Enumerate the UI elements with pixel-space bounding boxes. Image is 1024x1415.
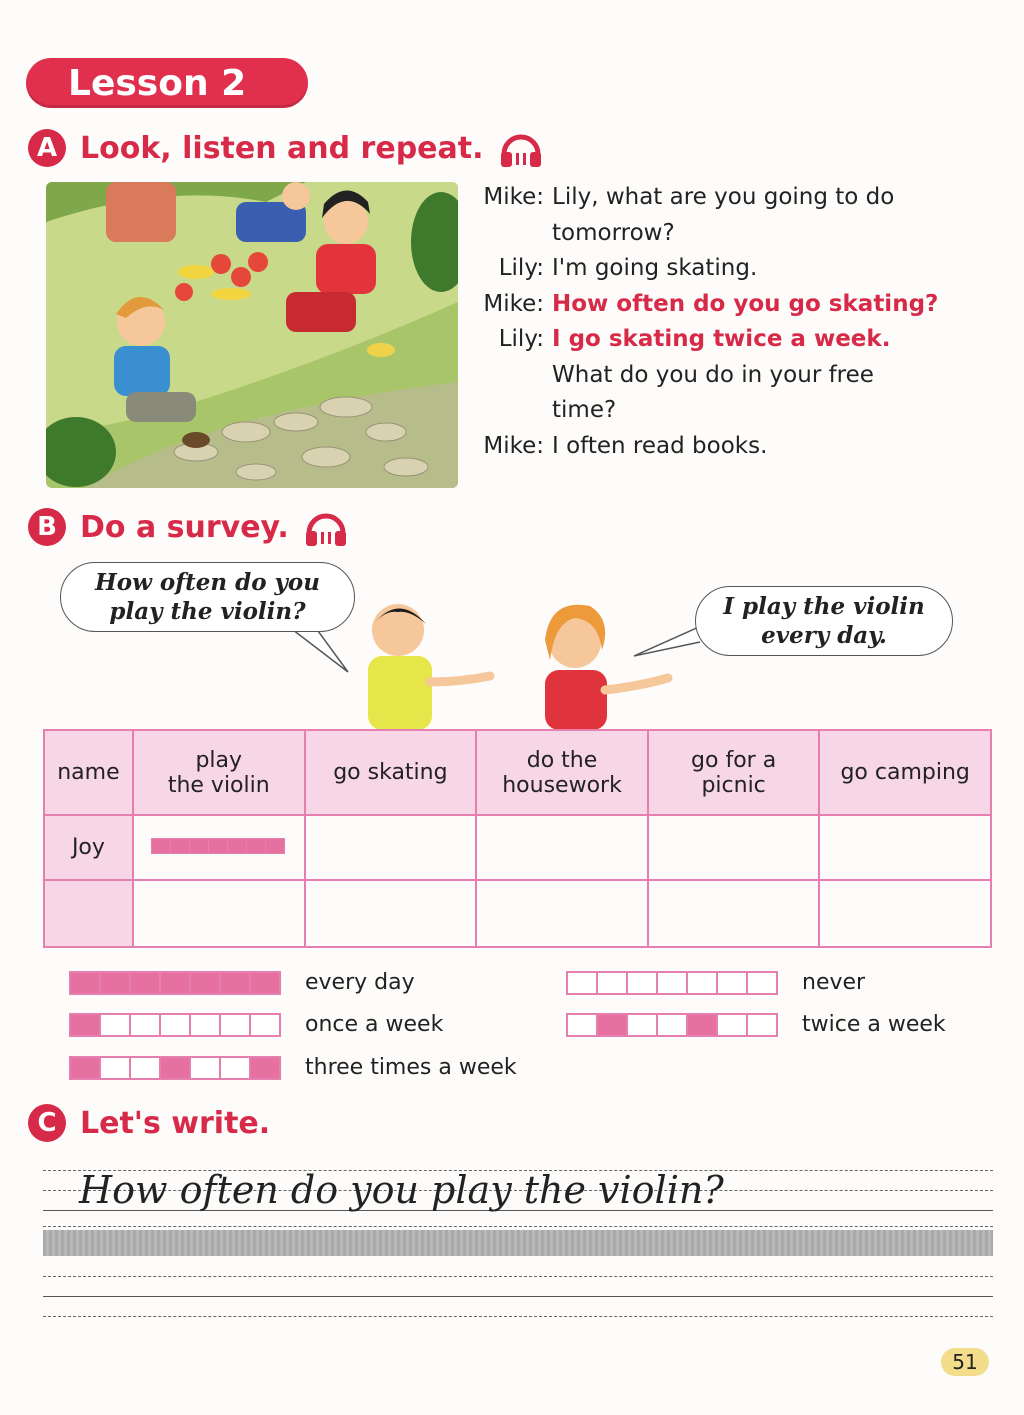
dialogue-line [470, 393, 990, 429]
speaker: Mike: [483, 432, 544, 459]
name-cell[interactable]: Joy [44, 815, 133, 880]
violin-cell[interactable] [133, 815, 305, 880]
legend-label: three times a week [305, 1055, 517, 1080]
section-a-letter: A [28, 129, 66, 167]
headphones-icon[interactable] [303, 507, 349, 547]
skating-cell[interactable] [305, 815, 477, 880]
legend-bar [71, 971, 281, 995]
line-text: What do you do in your free [552, 361, 874, 388]
legend-bar [71, 1013, 281, 1037]
housework-cell[interactable] [476, 880, 648, 947]
section-b-title: Do a survey. [80, 509, 289, 545]
key-sentence: I go skating twice a week. [552, 326, 891, 352]
table-row [44, 815, 991, 880]
speech-bubble-question [60, 562, 355, 632]
header-label: do the [526, 747, 598, 773]
header-label: picnic [701, 772, 766, 798]
column-header [44, 730, 133, 815]
header-label: go skating [333, 760, 448, 785]
speech-bubble-answer [695, 586, 953, 656]
table-header-row [44, 730, 991, 815]
legend-label: never [802, 970, 866, 995]
line-text: Lily, what are you going to do [552, 184, 895, 210]
camping-cell[interactable] [819, 815, 991, 880]
legend-bar [71, 1056, 281, 1080]
page-number: 51 [941, 1348, 989, 1376]
header-label: play [195, 747, 243, 773]
bubble-line: every day. [761, 622, 887, 649]
legend-once-a-week [71, 1012, 443, 1037]
frequency-bar [152, 838, 285, 854]
picnic-cell[interactable] [648, 815, 819, 880]
legend-three-times-a-week [71, 1055, 517, 1080]
speaker: Mike: [483, 290, 544, 317]
speaker: Lily: [498, 326, 544, 352]
speaker [470, 393, 552, 429]
legend-label: every day [305, 970, 415, 995]
legend-every-day [71, 970, 415, 995]
guide-line [43, 1296, 993, 1297]
column-header [648, 730, 819, 815]
legend-bar [568, 1013, 778, 1037]
dialogue-line [470, 429, 990, 465]
guide-line [43, 1316, 993, 1317]
dialogue-line [470, 322, 990, 358]
violin-cell[interactable] [133, 880, 305, 947]
bubble-line: I play the violin [723, 593, 925, 620]
section-b-letter: B [28, 508, 66, 546]
guide-line [43, 1226, 993, 1227]
line-text: tomorrow? [552, 219, 675, 246]
section-c-title: Let's write. [80, 1105, 271, 1141]
sample-sentence: How often do you play the violin? [79, 1168, 724, 1212]
header-label: go for a [691, 747, 777, 773]
legend-label: twice a week [802, 1012, 946, 1037]
dialogue-line [470, 287, 990, 323]
header-label: the violin [167, 772, 270, 798]
section-a-heading [28, 128, 544, 168]
bubble-line: How often do you [95, 569, 320, 596]
survey-table [43, 729, 992, 948]
legend-label: once a week [305, 1012, 444, 1037]
line-text: time? [552, 397, 617, 423]
line-text: I'm going skating. [552, 255, 758, 281]
bubble-line: play the violin? [109, 598, 306, 625]
column-header [819, 730, 991, 815]
header-label: name [57, 760, 120, 785]
header-label: housework [502, 772, 622, 798]
table-row [44, 880, 991, 947]
legend-bar [568, 971, 778, 995]
picnic-cell[interactable] [648, 880, 819, 947]
dialogue-line [470, 216, 990, 252]
section-a-title: Look, listen and repeat. [80, 130, 484, 166]
kids-outdoor-illustration [46, 182, 458, 488]
speaker [470, 358, 552, 394]
housework-cell[interactable] [476, 815, 648, 880]
lesson-title: Lesson 2 [26, 58, 308, 108]
writing-practice-line[interactable] [43, 1230, 993, 1256]
section-b-heading [28, 507, 349, 547]
dialogue-line [470, 358, 990, 394]
column-header [305, 730, 477, 815]
speaker: Lily: [498, 255, 544, 281]
header-label: go camping [840, 760, 970, 785]
section-c-heading [28, 1104, 270, 1142]
dialogue [470, 180, 990, 464]
dialogue-line [470, 180, 990, 216]
speaker: Mike: [483, 184, 544, 210]
key-sentence: How often do you go skating? [552, 290, 939, 317]
speaker [470, 216, 552, 252]
line-text: I often read books. [552, 432, 768, 459]
legend-never [568, 970, 865, 995]
dialogue-line [470, 251, 990, 287]
column-header [133, 730, 305, 815]
two-kids-illustration [350, 590, 690, 730]
name-cell[interactable] [44, 880, 133, 947]
headphones-icon[interactable] [498, 128, 544, 168]
camping-cell[interactable] [819, 880, 991, 947]
legend-twice-a-week [568, 1012, 946, 1037]
section-c-letter: C [28, 1104, 66, 1142]
skating-cell[interactable] [305, 880, 477, 947]
column-header [476, 730, 648, 815]
guide-line [43, 1276, 993, 1277]
